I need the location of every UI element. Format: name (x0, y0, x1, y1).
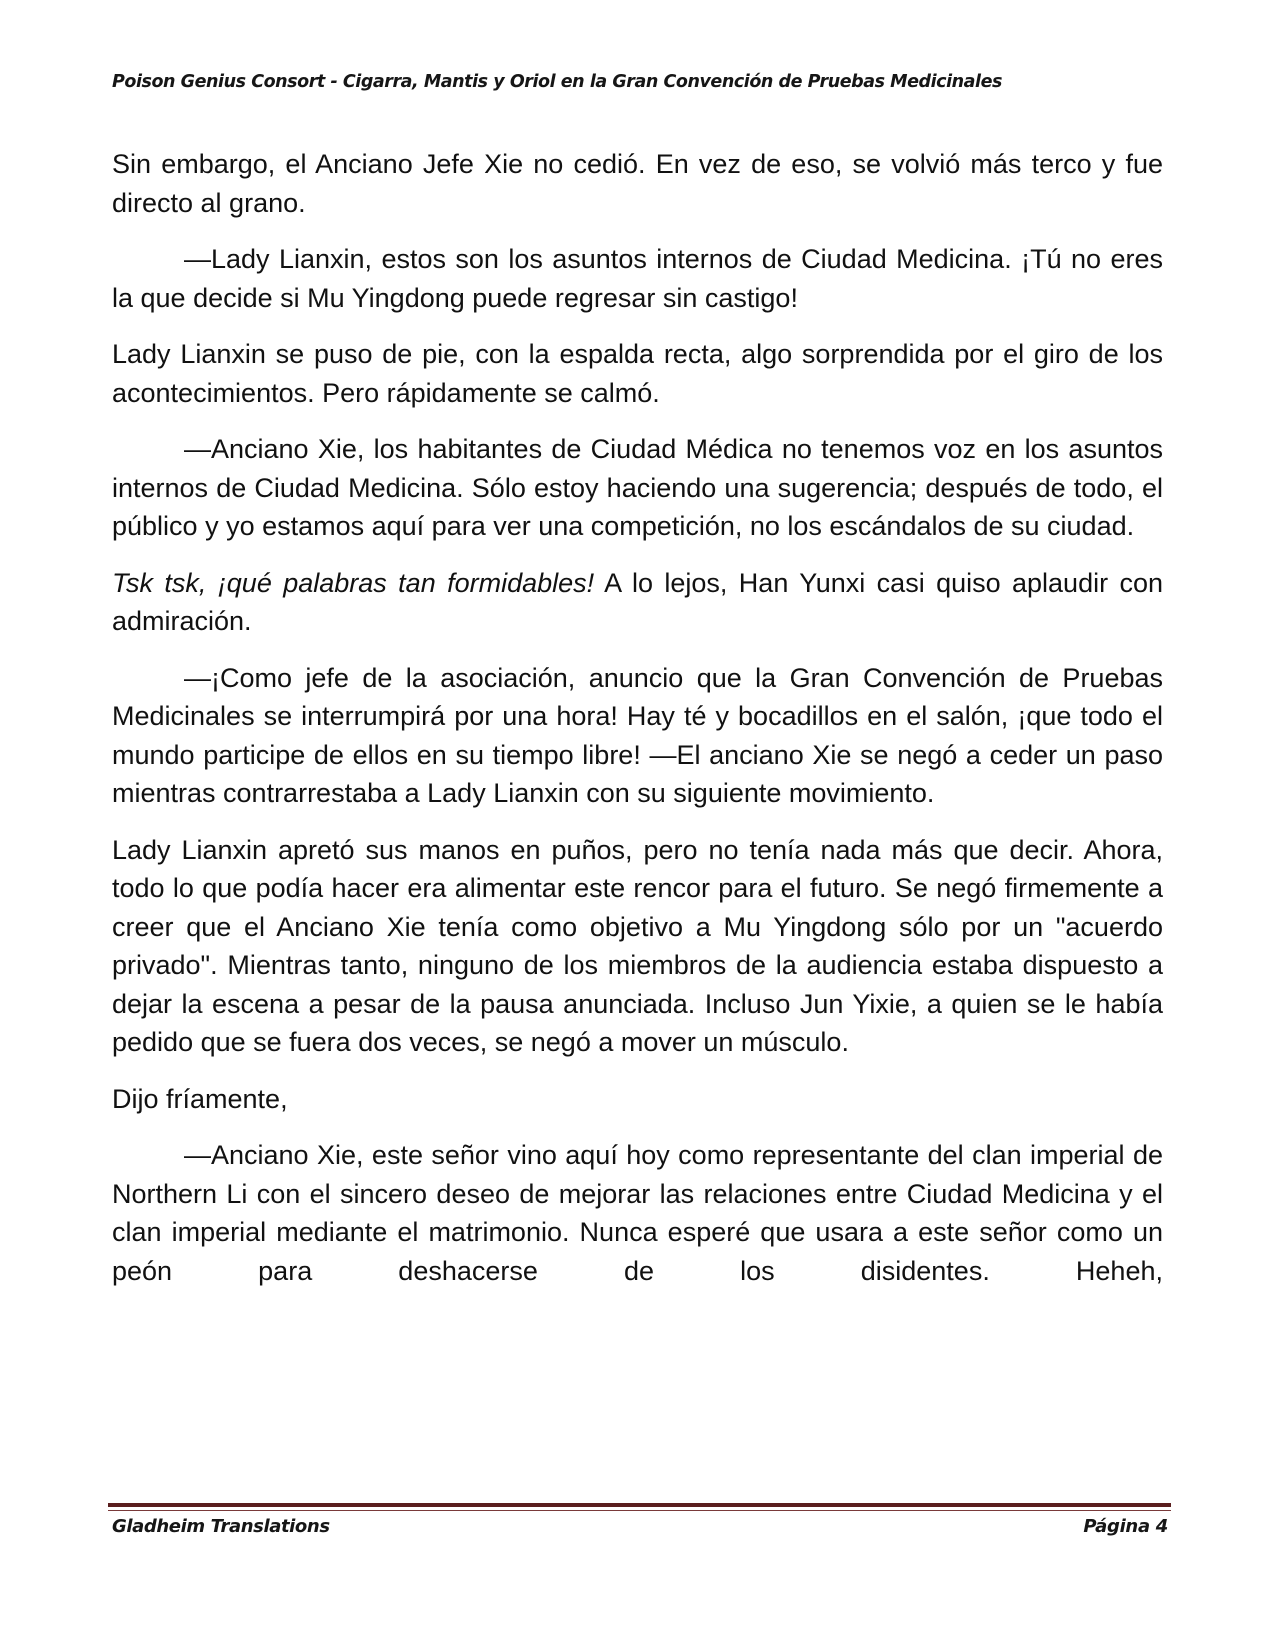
paragraph-7: Lady Lianxin apretó sus manos en puños, pero no tenía nada más que decir. Ahora, todo lo que podía hacer era alimentar este rencor para el futuro. Se negó firmemente a creer que el Anciano Xie tenía como objetivo a Mu Yingdong sólo por un "acuerdo privado". Mientras tanto, ninguno de los miembros de la audiencia estaba dispuesto a dejar la escena a pesar de la pausa anunciada. Incluso Jun Yixie, a quien se le había pedido que se fuera dos veces, se negó a mover un músculo. (112, 834, 1163, 1057)
paragraph-5-italic-thought: Tsk tsk, ¡qué palabras tan formidables! (112, 567, 595, 598)
paragraph-1: Sin embargo, el Anciano Jefe Xie no cedió. En vez de eso, se volvió más terco y fue directo al grano. (112, 149, 1163, 218)
paragraph-5-text: A lo lejos, Han Yunxi casi quiso aplaudir con admiración. (112, 567, 1164, 636)
paragraph-5 (112, 564, 1163, 641)
paragraph-2-dialogue: —Lady Lianxin, estos son los asuntos internos de Ciudad Medicina. ¡Tú no eres la que decide si Mu Yingdong puede regresar sin castigo! (112, 244, 1163, 313)
footer-divider-thin (108, 1510, 1171, 1511)
footer-divider-thick (108, 1503, 1171, 1507)
paragraph-6-dialogue: —¡Como jefe de la asociación, anuncio que la Gran Convención de Pruebas Medicinales se interrumpirá por una hora! Hay té y bocadillos en el salón, ¡que todo el mundo participe de ellos en su tiempo libre! —El anciano Xie se negó a ceder un paso mientras contrarrestaba a Lady Lianxin con su siguiente movimiento. (112, 662, 1163, 808)
paragraph-4-dialogue: —Anciano Xie, los habitantes de Ciudad Médica no tenemos voz en los asuntos internos de Ciudad Medicina. Sólo estoy haciendo una sugerencia; después de todo, el público y yo estamos aquí para ver una competición, no los escándalos de su ciudad. (112, 434, 1163, 541)
paragraph-3: Lady Lianxin se puso de pie, con la espalda recta, algo sorprendida por el giro de los acontecimientos. Pero rápidamente se calmó. (112, 339, 1163, 408)
footer-translator-credit: Gladheim Translations (112, 1516, 330, 1537)
page-header-title: Poison Genius Consort - Cigarra, Mantis y Oriol en la Gran Convención de Pruebas Medicinales (112, 72, 1002, 92)
paragraph-8: Dijo fríamente, (112, 1083, 288, 1114)
page-body (112, 145, 1163, 1308)
footer-page-number: Página 4 (1083, 1516, 1168, 1537)
paragraph-9-dialogue: —Anciano Xie, este señor vino aquí hoy como representante del clan imperial de Northern Li con el sincero deseo de mejorar las relaciones entre Ciudad Medicina y el clan imperial mediante el matrimonio. Nunca esperé que usara a este señor como un peón para deshacerse de los disidentes. Heheh, (112, 1140, 1163, 1286)
